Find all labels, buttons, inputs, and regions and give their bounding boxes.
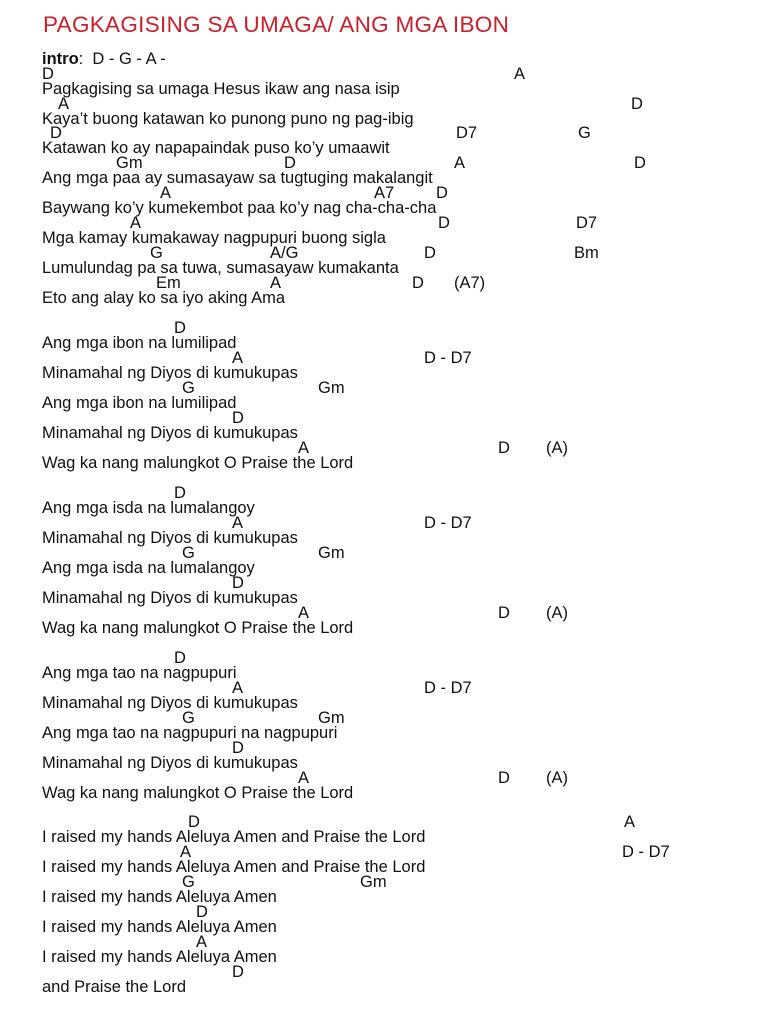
chord: D: [232, 574, 244, 592]
chord: A: [232, 679, 244, 697]
chord: A: [298, 769, 310, 787]
chord: G: [182, 873, 195, 891]
chord: A: [454, 154, 466, 172]
lyric-line: Minamahal ng Diyos di kumukupas: [42, 754, 298, 772]
lyric-line: I raised my hands Aleluya Amen: [42, 948, 277, 966]
chord: D: [424, 244, 436, 262]
chord: A: [130, 214, 142, 232]
lyric-line: Ang mga isda na lumalangoy: [42, 499, 255, 517]
lyric-line: Lumulundag pa sa tuwa, sumasayaw kumakanta: [42, 259, 399, 277]
chord: Gm: [116, 154, 143, 172]
chord: A: [624, 813, 636, 831]
chord: G: [182, 709, 195, 727]
chord: D: [50, 124, 62, 142]
lyric-line: I raised my hands Aleluya Amen: [42, 918, 277, 936]
chord: Bm: [574, 244, 599, 262]
chord: D: [174, 319, 186, 337]
intro-label: intro: [42, 50, 79, 68]
chord: D: [498, 769, 510, 787]
chord: A: [58, 95, 70, 113]
chord: A: [196, 933, 208, 951]
chord: D: [498, 439, 510, 457]
chord: D: [436, 184, 448, 202]
chord: A: [160, 184, 172, 202]
chord: D: [631, 95, 643, 113]
lyric-line: Minamahal ng Diyos di kumukupas: [42, 424, 298, 442]
chord: (A): [546, 439, 568, 457]
chord: D7: [456, 124, 478, 142]
chord: D - D7: [424, 679, 472, 697]
chord: D: [634, 154, 646, 172]
chord: D: [196, 903, 208, 921]
lyric-line: Minamahal ng Diyos di kumukupas: [42, 529, 298, 547]
chord: D: [284, 154, 296, 172]
chord: D - D7: [622, 843, 670, 861]
chord: Em: [156, 274, 181, 292]
lyric-line: Katawan ko ay napapaindak puso ko’y umaawit: [42, 139, 390, 157]
chord: D: [188, 813, 200, 831]
chord: Gm: [318, 709, 345, 727]
lyric-line: Kaya’t buong katawan ko punong puno ng pag-ibig: [42, 110, 414, 128]
lyric-line: and Praise the Lord: [42, 978, 187, 996]
chord: A/G: [270, 244, 299, 262]
lyric-line: Ang mga tao na nagpupuri: [42, 664, 237, 682]
song-title: PAGKAGISING SA UMAGA/ ANG MGA IBON: [43, 12, 510, 37]
lyric-line: Wag ka nang malungkot O Praise the Lord: [42, 454, 354, 472]
intro-chords: : D - G - A -: [78, 50, 166, 68]
chord: A: [232, 514, 244, 532]
chord: D: [232, 963, 244, 981]
chord: Gm: [318, 544, 345, 562]
chord: A7: [374, 184, 395, 202]
chord: G: [150, 244, 163, 262]
chord: G: [182, 544, 195, 562]
chord: Gm: [360, 873, 387, 891]
chord: A: [514, 65, 526, 83]
chord: D: [232, 409, 244, 427]
chord: (A): [546, 769, 568, 787]
intro-line: [42, 51, 166, 68]
lyric-line: Minamahal ng Diyos di kumukupas: [42, 364, 298, 382]
chord: A: [298, 604, 310, 622]
chord: D: [412, 274, 424, 292]
chord: D7: [576, 214, 598, 232]
chord: D: [232, 739, 244, 757]
lyric-line: Ang mga isda na lumalangoy: [42, 559, 255, 577]
chord: G: [182, 379, 195, 397]
chord: (A7): [454, 274, 486, 292]
chord: A: [270, 274, 282, 292]
chord: D - D7: [424, 514, 472, 532]
chord: Gm: [318, 379, 345, 397]
lyric-line: Ang mga tao na nagpupuri na nagpupuri: [42, 724, 338, 742]
chord: D - D7: [424, 349, 472, 367]
lyric-line: Pagkagising sa umaga Hesus ikaw ang nasa isip: [42, 80, 400, 98]
lyric-line: Wag ka nang malungkot O Praise the Lord: [42, 784, 354, 802]
chord: A: [180, 843, 192, 861]
lyric-line: Eto ang alay ko sa iyo aking Ama: [42, 289, 286, 307]
chord: D: [498, 604, 510, 622]
chord: G: [578, 124, 591, 142]
chord: D: [174, 649, 186, 667]
chord: A: [232, 349, 244, 367]
lyric-line: Ang mga paa ay sumasayaw sa tugtuging makalangit: [42, 169, 433, 187]
lyric-line: Baywang ko’y kumekembot paa ko’y nag cha-cha-cha: [42, 199, 437, 217]
lyric-line: Mga kamay kumakaway nagpupuri buong sigla: [42, 229, 386, 247]
lyric-line: Wag ka nang malungkot O Praise the Lord: [42, 619, 354, 637]
chord: A: [298, 439, 310, 457]
chord: D: [438, 214, 450, 232]
chord: (A): [546, 604, 568, 622]
chord: D: [174, 484, 186, 502]
lyric-line: Minamahal ng Diyos di kumukupas: [42, 694, 298, 712]
lyric-line: I raised my hands Aleluya Amen: [42, 888, 277, 906]
lyric-line: I raised my hands Aleluya Amen and Praise the Lord: [42, 858, 426, 876]
lyric-line: Minamahal ng Diyos di kumukupas: [42, 589, 298, 607]
lyric-line: I raised my hands Aleluya Amen and Praise the Lord: [42, 828, 426, 846]
lyric-line: Ang mga ibon na lumilipad: [42, 334, 237, 352]
lyric-line: Ang mga ibon na lumilipad: [42, 394, 237, 412]
chord: D: [42, 65, 54, 83]
